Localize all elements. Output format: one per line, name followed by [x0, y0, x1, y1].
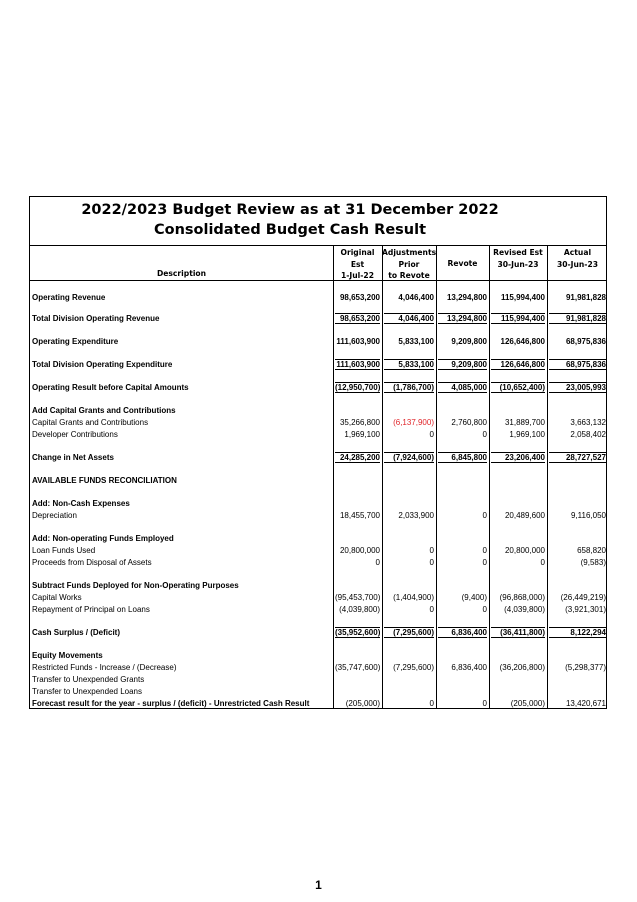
row-label: Operating Result before Capital Amounts	[32, 383, 189, 392]
cell-value: (1,404,900)	[393, 593, 434, 602]
row-label: Add: Non-Cash Expenses	[32, 499, 130, 508]
cell-value: 68,975,836	[565, 337, 606, 346]
title-divider	[30, 245, 606, 246]
cell-value: (7,295,600)	[393, 663, 434, 672]
table-row	[30, 686, 606, 697]
row-label: AVAILABLE FUNDS RECONCILIATION	[32, 476, 177, 485]
header-original: Original Est 1-Jul-22	[340, 248, 375, 280]
cell-value: (35,952,600)	[335, 628, 381, 637]
row-label: Equity Movements	[32, 651, 103, 660]
row-label: Loan Funds Used	[32, 546, 96, 555]
table-row	[30, 510, 606, 521]
table-row	[30, 336, 606, 347]
title-block	[30, 197, 550, 245]
cell-value: 0	[482, 558, 487, 567]
cell-value: (26,449,219)	[560, 593, 606, 602]
table-row	[30, 292, 606, 303]
cell-value: 20,800,000	[504, 546, 545, 555]
cell-value: 35,266,800	[339, 418, 380, 427]
cell-value: (7,295,600)	[384, 627, 434, 638]
table-row	[30, 382, 606, 393]
cell-value: 23,005,993	[549, 382, 606, 393]
cell-value: 0	[429, 605, 434, 614]
table-row	[30, 592, 606, 603]
table-row	[30, 580, 606, 591]
table-row	[30, 545, 606, 556]
cell-value: (1,786,700)	[384, 382, 434, 393]
cell-value: 0	[375, 558, 380, 567]
cell-value: (5,298,377)	[565, 663, 606, 672]
header-divider	[30, 280, 606, 281]
row-label: Capital Works	[32, 593, 82, 602]
cell-value: 115,994,400	[500, 293, 545, 302]
cell-value: 9,209,800	[451, 337, 487, 346]
cell-value: 6,836,400	[438, 627, 487, 638]
cell-value: (6,137,900)	[393, 418, 434, 427]
report-title: 2022/2023 Budget Review as at 31 December 2022	[81, 202, 499, 218]
cell-value: (3,921,301)	[565, 605, 606, 614]
cell-value: 0	[482, 430, 487, 439]
cell-value: 126,646,800	[491, 359, 545, 370]
cell-value: 0	[482, 546, 487, 555]
cell-value: 13,294,800	[446, 293, 487, 302]
cell-value: 4,085,000	[438, 382, 487, 393]
table-row	[30, 417, 606, 428]
cell-value: 5,833,100	[384, 359, 434, 370]
table-row	[30, 405, 606, 416]
table-row	[30, 533, 606, 544]
table-row	[30, 698, 606, 709]
table-row	[30, 359, 606, 370]
cell-value: 20,800,000	[339, 546, 380, 555]
cell-value: (96,868,000)	[499, 593, 545, 602]
row-label: Operating Revenue	[32, 293, 106, 302]
cell-value: 91,981,828	[549, 313, 606, 324]
cell-value: 98,653,200	[335, 313, 380, 324]
cell-value: 98,653,200	[339, 293, 380, 302]
cell-value: 1,969,100	[344, 430, 380, 439]
cell-value: (36,206,800)	[499, 663, 545, 672]
table-row	[30, 475, 606, 486]
cell-value: (9,400)	[461, 593, 487, 602]
cell-value: 0	[429, 430, 434, 439]
cell-value: (10,652,400)	[491, 382, 545, 393]
cell-value: 111,603,900	[336, 337, 380, 346]
cell-value: 13,294,800	[438, 313, 487, 324]
cell-value: 28,727,527	[549, 452, 606, 463]
cell-value: (35,747,600)	[335, 663, 381, 672]
cell-value: 9,209,800	[438, 359, 487, 370]
table-row	[30, 650, 606, 661]
cell-value: 6,845,800	[438, 452, 487, 463]
table-row	[30, 674, 606, 685]
cell-value: (7,924,600)	[384, 452, 434, 463]
header-description: Description	[156, 269, 207, 278]
cell-value: 2,760,800	[451, 418, 487, 427]
row-label: Subtract Funds Deployed for Non-Operating Purposes	[32, 581, 239, 590]
cell-value: 4,046,400	[398, 293, 434, 302]
table-row	[30, 604, 606, 615]
cell-value: 2,058,402	[570, 430, 606, 439]
cell-value: 24,285,200	[335, 452, 380, 463]
header-revised: Revised Est 30-Jun-23	[493, 248, 543, 269]
row-label: Operating Expenditure	[32, 337, 119, 346]
cell-value: (36,411,800)	[491, 627, 545, 638]
row-label: Forecast result for the year - surplus / (deficit) - Unrestricted Cash Result	[32, 699, 310, 708]
cell-value: (12,950,700)	[335, 383, 381, 392]
cell-value: 91,981,828	[565, 293, 606, 302]
budget-table	[29, 196, 607, 709]
table-row	[30, 452, 606, 463]
cell-value: 0	[540, 558, 545, 567]
cell-value: 0	[482, 699, 487, 708]
row-label: Total Division Operating Revenue	[32, 314, 160, 323]
cell-value: 111,603,900	[336, 360, 380, 369]
row-label: Depreciation	[32, 511, 77, 520]
cell-value: 18,455,700	[339, 511, 380, 520]
cell-value: 3,663,132	[570, 418, 606, 427]
cell-value: 9,116,050	[571, 511, 606, 520]
cell-value: 0	[429, 546, 434, 555]
cell-value: 0	[429, 699, 434, 708]
cell-value: 23,206,400	[491, 452, 545, 463]
cell-value: 0	[429, 558, 434, 567]
cell-value: (205,000)	[510, 699, 545, 708]
cell-value: 115,994,400	[491, 313, 545, 324]
cell-value: 2,033,900	[398, 511, 434, 520]
row-label: Total Division Operating Expenditure	[32, 360, 173, 369]
row-label: Change in Net Assets	[32, 453, 114, 462]
row-label: Cash Surplus / (Deficit)	[32, 628, 121, 637]
cell-value: 1,969,100	[509, 430, 545, 439]
table-row	[30, 498, 606, 509]
row-label: Transfer to Unexpended Grants	[32, 675, 145, 684]
cell-value: 5,833,100	[398, 337, 434, 346]
table-row	[30, 662, 606, 673]
row-label: Add: Non-operating Funds Employed	[32, 534, 174, 543]
row-label: Repayment of Principal on Loans	[32, 605, 150, 614]
cell-value: 8,122,294	[549, 627, 606, 638]
row-label: Transfer to Unexpended Loans	[32, 687, 142, 696]
row-label: Developer Contributions	[32, 430, 118, 439]
cell-value: (9,583)	[580, 558, 606, 567]
cell-value: (4,039,800)	[339, 605, 380, 614]
cell-value: (4,039,800)	[504, 605, 545, 614]
cell-value: 13,420,671	[565, 699, 606, 708]
table-row	[30, 627, 606, 638]
header-revote: Revote	[447, 259, 478, 268]
cell-value: 6,836,400	[451, 663, 487, 672]
table-row	[30, 313, 606, 324]
cell-value: 68,975,836	[549, 359, 606, 370]
cell-value: 0	[482, 605, 487, 614]
cell-value: 31,889,700	[504, 418, 545, 427]
table-row	[30, 557, 606, 568]
page-number: 1	[315, 878, 322, 892]
row-label: Restricted Funds - Increase / (Decrease)	[32, 663, 177, 672]
cell-value: (205,000)	[345, 699, 380, 708]
row-label: Proceeds from Disposal of Assets	[32, 558, 152, 567]
header-actual: Actual 30-Jun-23	[556, 248, 599, 269]
cell-value: 4,046,400	[384, 313, 434, 324]
row-label: Capital Grants and Contributions	[32, 418, 149, 427]
report-subtitle: Consolidated Budget Cash Result	[153, 222, 427, 238]
header-adjustments: Adjustments Prior to Revote	[382, 248, 437, 280]
cell-value: 20,489,600	[504, 511, 545, 520]
cell-value: 658,820	[577, 546, 606, 555]
table-row	[30, 429, 606, 440]
row-label: Add Capital Grants and Contributions	[32, 406, 176, 415]
cell-value: (95,453,700)	[335, 593, 381, 602]
cell-value: 126,646,800	[500, 337, 545, 346]
cell-value: 0	[482, 511, 487, 520]
